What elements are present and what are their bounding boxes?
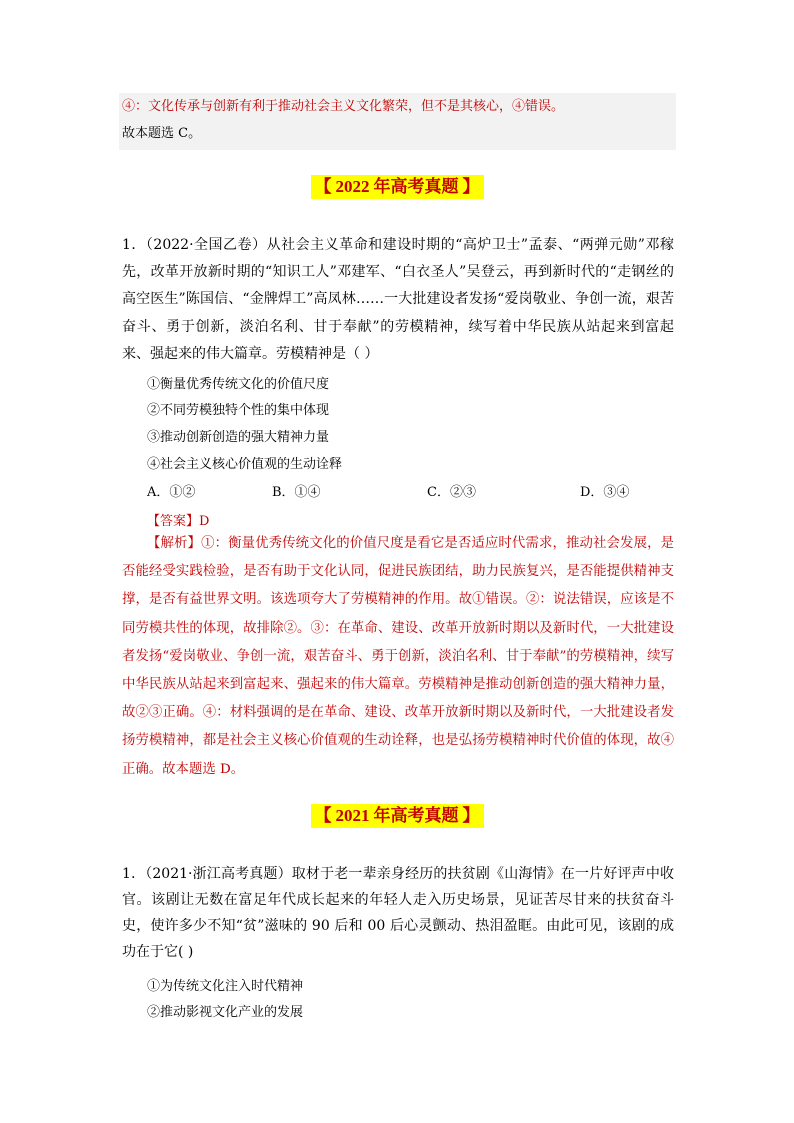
question-2021-option-1: ①为传统文化注入时代精神 [147,979,304,994]
previous-analysis-line: ④：文化传承与创新有利于推动社会主义文化繁荣，但不是其核心，④错误。 [122,99,565,114]
question-2021-stem: 1．（2021·浙江高考真题）取材于老一辈亲身经历的扶贫剧《山海情》在一片好评声中收官。该剧让无数在富足年代成长起来的年轻人走入历史场景，见证苦尽甘来的扶贫奋斗史，使许多少不知“贫”滋味的 90 后和 00 后心灵颤动、热泪盈眶。由此可见，该剧的成功在于它( ) [122,866,674,960]
bracket-close: 】 [462,806,480,826]
section-year: 2021 [334,804,372,828]
bracket-open: 【 [314,806,332,826]
bracket-close: 】 [462,177,480,197]
section-title-2022 [0,175,794,199]
choice-d: D．③④ [580,485,630,500]
question-2022-option-3: ③推动创新创造的强大精神力量 [147,430,330,445]
choice-a: A．①② [147,485,196,500]
question-2022-option-2: ②不同劳模独特个性的集中体现 [147,403,330,418]
question-2021-option-2: ②推动影视文化产业的发展 [147,1005,304,1020]
section-label: 年高考真题 [373,177,459,197]
bracket-open: 【 [314,177,332,197]
question-2022-stem: 1．（2022·全国乙卷）从社会主义革命和建设时期的“高炉卫士”孟泰、“两弹元勋”邓稼先，改革开放新时期的“知识工人”邓建军、“白衣圣人”吴登云，再到新时代的“走钢丝的高空医生”陈国信、“金牌焊工”高凤林……一大批建设者发扬“爱岗敬业、争创一流，艰苦奋斗、勇于创新，淡泊名利、甘于奉献”的劳模精神，续写着中华民族从站起来到富起来、强起来的伟大篇章。劳模精神是（ ） [122,237,674,362]
answer-label: 【答案】D [147,514,210,529]
question-2022-option-1: ①衡量优秀传统文化的价值尺度 [147,377,330,392]
section-label: 年高考真题 [373,806,459,826]
analysis-text: 【解析】①：衡量优秀传统文化的价值尺度是看它是否适应时代需求，推动社会发展，是否能经受实践检验，是否有助于文化认同，促进民族团结，助力民族复兴，是否能提供精神支撑，是否有益世界文明。该选项夸大了劳模精神的作用。故①错误。②：说法错误，应该是不同劳模共性的体现，故排除②。③：在革命、建设、改革开放新时期以及新时代，一大批建设者发扬“爱岗敬业、争创一流，艰苦奋斗、勇于创新，淡泊名利、甘于奉献”的劳模精神，续写中华民族从站起来到富起来、强起来的伟大篇章。劳模精神是推动创新创造的强大精神力量，故②③正确。④：材料强调的是在革命、建设、改革开放新时期以及新时代，一大批建设者发扬劳模精神，都是社会主义核心价值观的生动诠释，也是弘扬劳模精神时代价值的体现，故④正确。故本题选 D。 [122,536,674,777]
question-2022-option-4: ④社会主义核心价值观的生动诠释 [147,457,343,472]
choice-c: C．②③ [427,485,476,500]
section-year: 2022 [334,175,372,199]
section-title-2021 [0,804,794,828]
previous-answer-line: 故本题选 C。 [122,126,202,141]
choice-b: B．①④ [272,485,321,500]
